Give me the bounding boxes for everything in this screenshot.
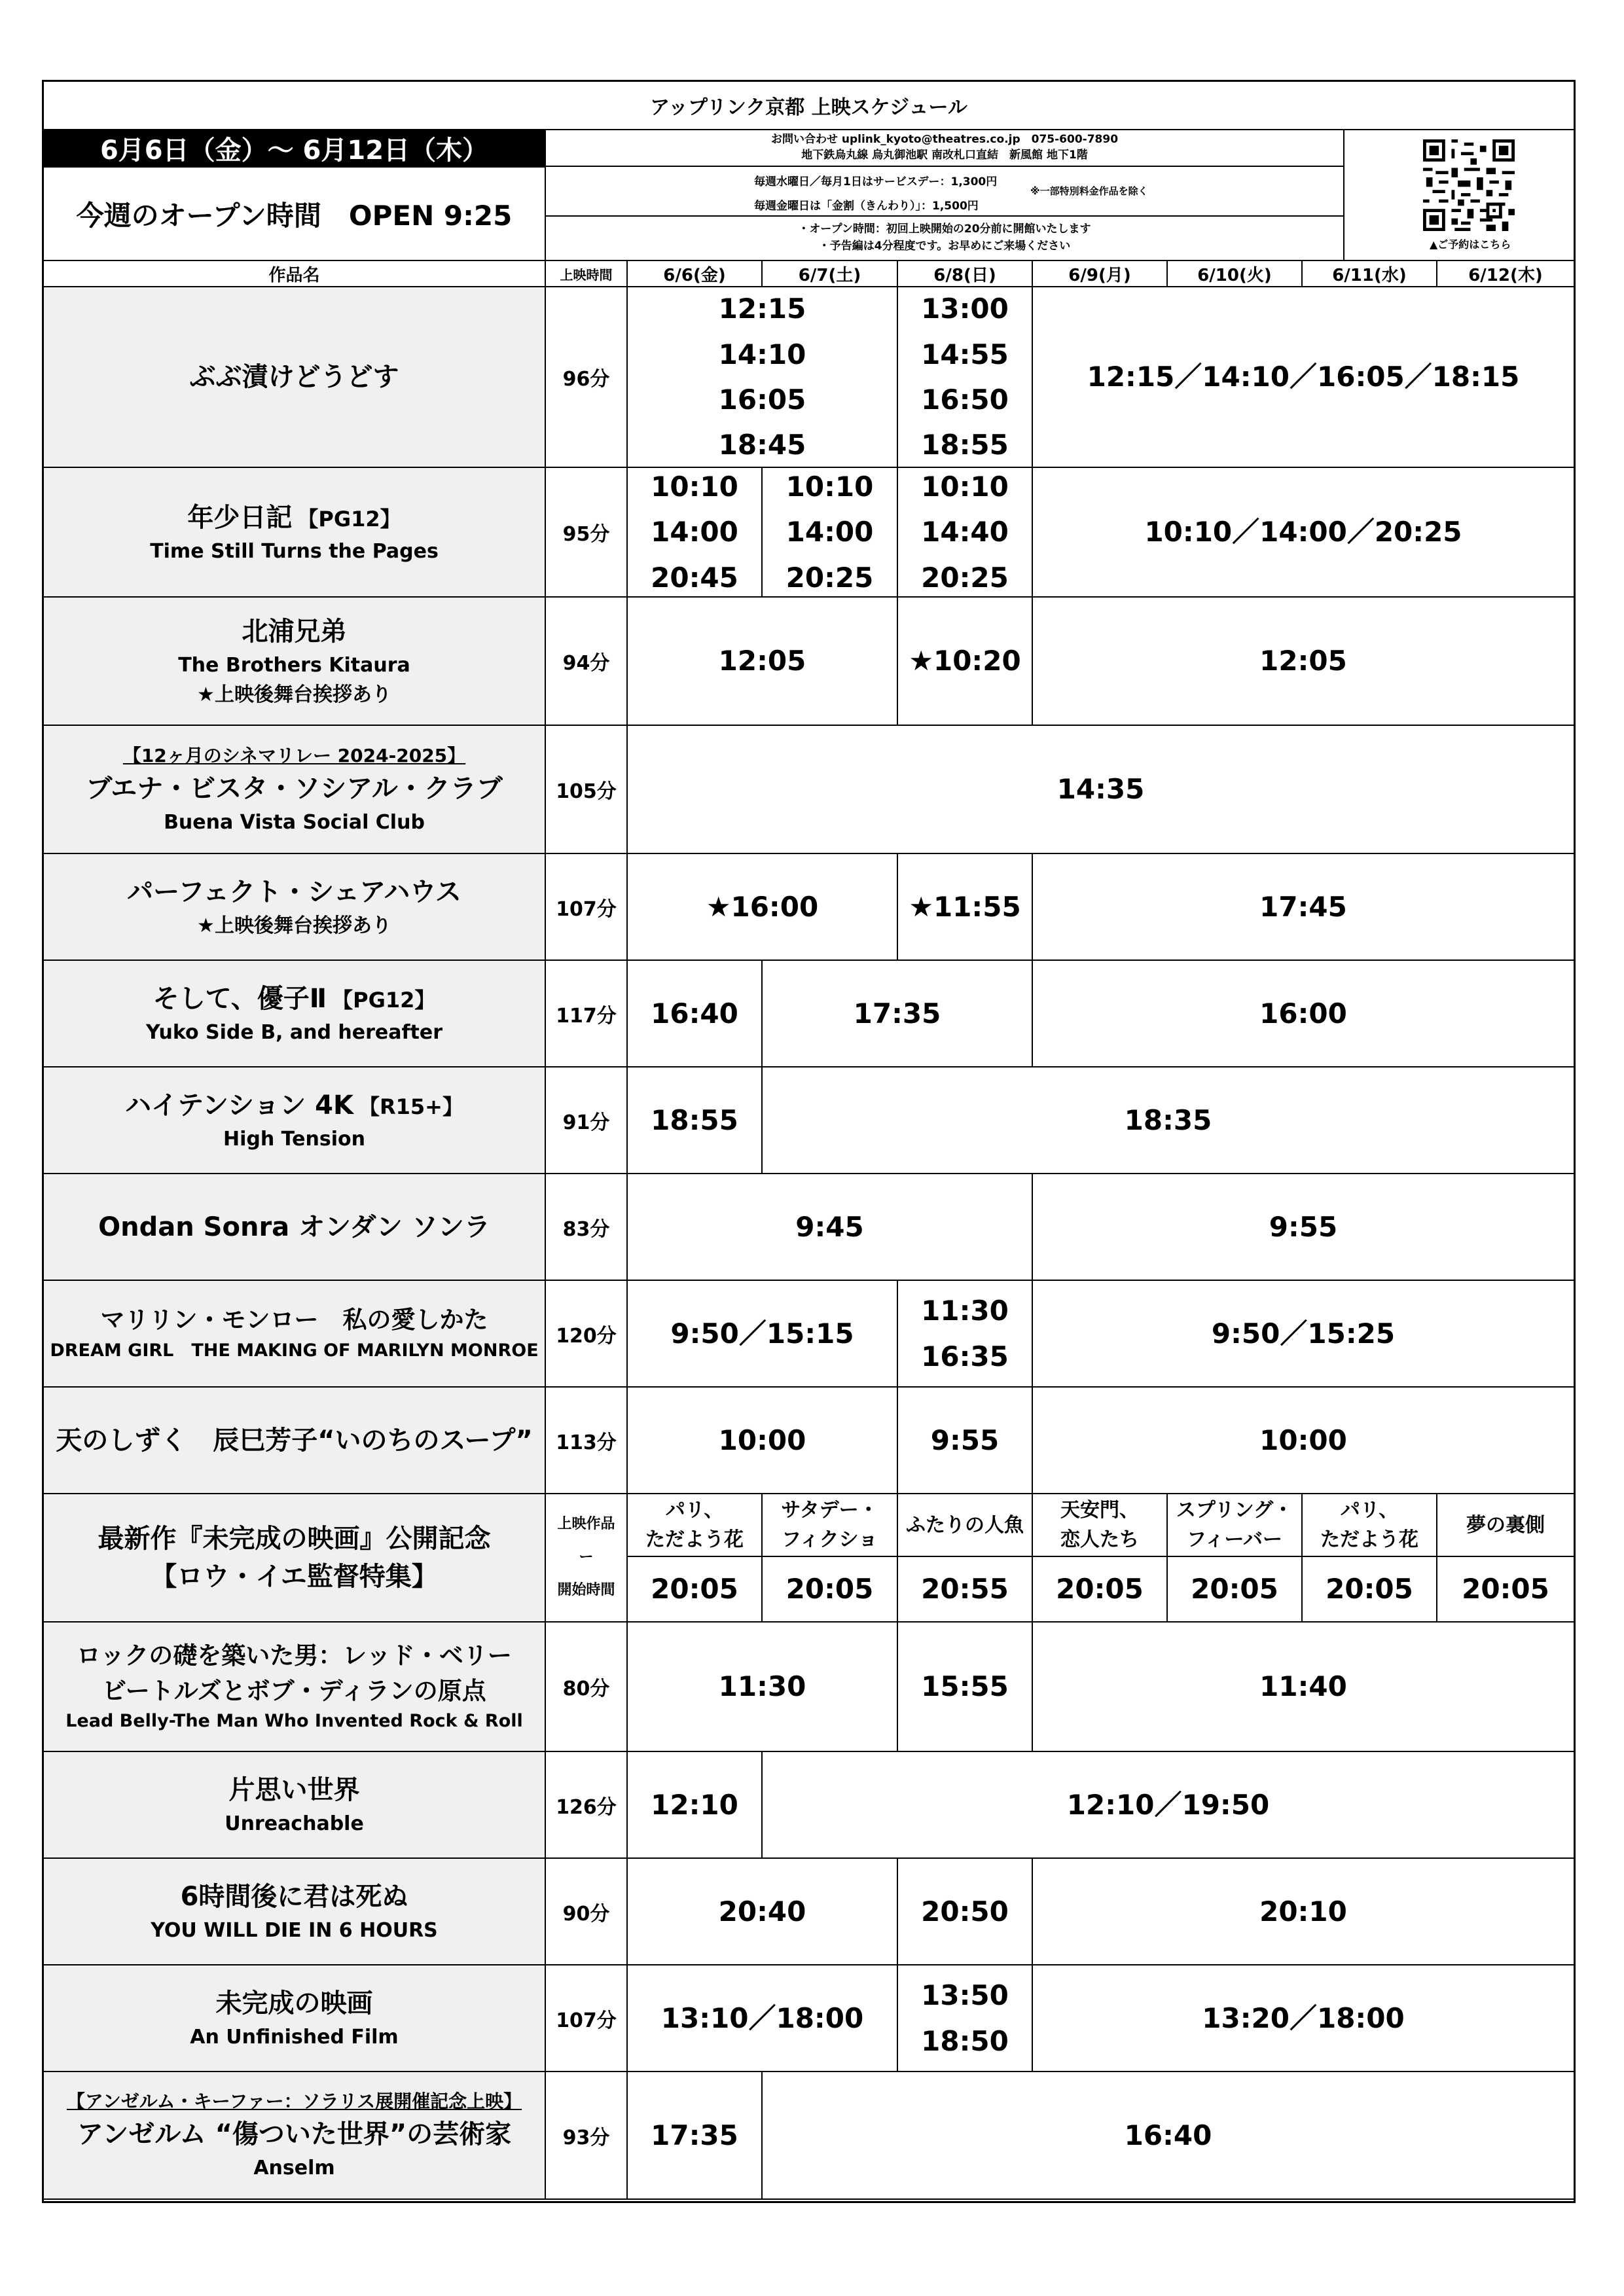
showtime: 13:00 bbox=[921, 293, 1009, 325]
rating-badge: 【PG12】 bbox=[297, 506, 401, 531]
duration-cell: 80分 bbox=[545, 1623, 626, 1752]
film-title-jp-text: ハイテンション 4K bbox=[125, 1090, 353, 1121]
showtime: 10:10 bbox=[785, 471, 874, 503]
showtime-cell bbox=[626, 1067, 761, 1174]
note-open: ・オープン時間：初回上映開始の20分前に開館いたします bbox=[798, 222, 1091, 236]
column-header-day: 6/9(月) bbox=[1032, 260, 1166, 287]
film-title-jp bbox=[125, 1086, 463, 1124]
film-title-jp-text: 年少日記 bbox=[187, 502, 293, 533]
film-title-jp-text: ロックの礎を築いた男：レッド・ベリー bbox=[77, 1641, 512, 1670]
showtime-cell bbox=[626, 1174, 1032, 1281]
film-title-cell bbox=[44, 598, 545, 726]
showtime: 13:20／18:00 bbox=[1202, 2001, 1405, 2034]
showtime: 9:50／15:15 bbox=[670, 1317, 854, 1350]
showtime: 10:10／14:00／20:25 bbox=[1144, 516, 1462, 548]
showtime-cell bbox=[626, 726, 1574, 854]
film-title-jp-text: 北浦兄弟 bbox=[242, 617, 347, 647]
showtime: ★10:20 bbox=[909, 645, 1021, 677]
program-title-cell bbox=[1301, 1494, 1436, 1557]
program-title: ただよう花 bbox=[1320, 1528, 1418, 1551]
stage-greeting-note: ★上映後舞台挨拶あり bbox=[197, 683, 391, 706]
film-title-jp bbox=[153, 980, 436, 1018]
showtime-cell bbox=[626, 2072, 761, 2200]
showtime: 16:00 bbox=[1259, 997, 1347, 1030]
film-title-cell bbox=[44, 1494, 545, 1623]
price-block bbox=[546, 167, 1343, 217]
showtime: 10:00 bbox=[718, 1424, 806, 1456]
price-note: ※一部特別料金作品を除く bbox=[1030, 185, 1148, 197]
showtime: 20:50 bbox=[921, 1895, 1009, 1928]
program-title-cell bbox=[897, 1494, 1032, 1557]
column-header-title: 作品名 bbox=[44, 260, 545, 287]
showtime-cell bbox=[1032, 1174, 1574, 1281]
showtime: 20:05 bbox=[1191, 1573, 1278, 1605]
showtime-cell bbox=[1032, 854, 1574, 961]
duration-cell: 96分 bbox=[545, 287, 626, 468]
qr-code-icon[interactable] bbox=[1423, 139, 1515, 231]
showtime: 15:55 bbox=[921, 1670, 1009, 1703]
showtime: 13:10／18:00 bbox=[660, 2001, 864, 2034]
film-title-jp-line2: ビートルズとボブ・ディランの原点 bbox=[102, 1676, 486, 1705]
showtime-cell bbox=[1032, 287, 1574, 468]
showtime: 9:55 bbox=[930, 1424, 1000, 1456]
column-header-day: 6/8(日) bbox=[897, 260, 1032, 287]
showtime: 20:25 bbox=[921, 561, 1009, 594]
duration-label: ー bbox=[579, 1549, 594, 1566]
showtime: 20:25 bbox=[785, 561, 874, 594]
film-title-jp bbox=[98, 1208, 490, 1246]
film-title-jp-text: Ondan Sonra オンダン ソンラ bbox=[98, 1211, 490, 1242]
duration-cell: 95分 bbox=[545, 468, 626, 598]
showtime-cell bbox=[1032, 1388, 1574, 1494]
showtime-cell bbox=[626, 1557, 761, 1623]
program-title: 天安門、 bbox=[1060, 1499, 1139, 1522]
showtime: 14:40 bbox=[921, 516, 1009, 548]
showtime: 10:00 bbox=[1259, 1424, 1347, 1456]
showtime: 14:00 bbox=[785, 516, 874, 548]
program-title: ふたりの人魚 bbox=[906, 1513, 1024, 1537]
film-title-jp bbox=[242, 613, 347, 651]
showtime-cell bbox=[626, 1859, 897, 1965]
showtime-cell bbox=[761, 468, 897, 598]
program-title-cell bbox=[1032, 1494, 1166, 1557]
schedule-sheet bbox=[42, 80, 1576, 2203]
film-title-jp bbox=[187, 499, 401, 537]
showtime: 10:10 bbox=[921, 471, 1009, 503]
showtime: ★16:00 bbox=[706, 890, 819, 923]
film-title-jp-line2: 【ロウ・イエ監督特集】 bbox=[151, 1562, 438, 1592]
film-title-jp bbox=[77, 2115, 511, 2153]
program-title: パリ、 bbox=[1340, 1499, 1399, 1522]
showtime-cell bbox=[626, 1752, 761, 1859]
film-title-jp-text: 6時間後に君は死ぬ bbox=[180, 1882, 408, 1912]
showtime: 14:10 bbox=[718, 338, 806, 370]
stage-greeting-note: ★上映後舞台挨拶あり bbox=[197, 914, 391, 937]
showtime-cell bbox=[897, 468, 1032, 598]
program-title: パリ、 bbox=[665, 1499, 724, 1522]
duration-cell: 126分 bbox=[545, 1752, 626, 1859]
showtime: 18:50 bbox=[921, 2024, 1009, 2057]
showtime-cell bbox=[1032, 1965, 1574, 2072]
showtime-cell bbox=[1032, 1859, 1574, 1965]
showtime-cell bbox=[761, 1557, 897, 1623]
showtime-cell bbox=[626, 468, 761, 598]
showtime-cell bbox=[897, 1623, 1032, 1752]
showtime: 9:45 bbox=[795, 1210, 864, 1243]
showtime: 9:50／15:25 bbox=[1211, 1317, 1396, 1350]
film-title-cell bbox=[44, 1859, 545, 1965]
duration-cell: 117分 bbox=[545, 961, 626, 1067]
film-title-en: Time Still Turns the Pages bbox=[150, 539, 439, 563]
showtime-cell bbox=[897, 1388, 1032, 1494]
showtime: 20:05 bbox=[1326, 1573, 1413, 1605]
column-header-day: 6/12(木) bbox=[1436, 260, 1574, 287]
showtime: 16:40 bbox=[1124, 2119, 1212, 2151]
film-title-en: An Unfinished Film bbox=[190, 2026, 399, 2049]
program-title: サタデー・ bbox=[781, 1499, 878, 1522]
film-title-jp bbox=[216, 1984, 373, 2022]
duration-cell bbox=[545, 1494, 626, 1623]
open-time: 今週のオープン時間 OPEN 9:25 bbox=[44, 166, 545, 260]
showtime-cell bbox=[626, 1623, 897, 1752]
showtime-cell bbox=[626, 961, 761, 1067]
page-title: アップリンク京都 上映スケジュール bbox=[44, 82, 1574, 130]
film-title-cell bbox=[44, 468, 545, 598]
showtime: 13:50 bbox=[921, 1979, 1009, 2012]
duration-cell: 105分 bbox=[545, 726, 626, 854]
notes-block bbox=[546, 217, 1343, 259]
showtime: 12:10／19:50 bbox=[1066, 1788, 1270, 1821]
rating-badge: 【R15+】 bbox=[358, 1094, 463, 1119]
film-title-jp-text: 片思い世界 bbox=[228, 1775, 360, 1805]
duration-cell: 93分 bbox=[545, 2072, 626, 2200]
column-header-day: 6/6(金) bbox=[626, 260, 761, 287]
film-title-jp bbox=[229, 1771, 360, 1809]
showtime: 16:35 bbox=[921, 1340, 1009, 1372]
film-title-cell bbox=[44, 854, 545, 961]
film-title-en: Unreachable bbox=[225, 1812, 364, 1835]
showtime-cell bbox=[626, 598, 897, 726]
film-title-en: Yuko Side B, and hereafter bbox=[145, 1021, 443, 1044]
duration-cell: 107分 bbox=[545, 854, 626, 961]
column-header-day: 6/7(土) bbox=[761, 260, 897, 287]
showtime-cell bbox=[761, 2072, 1574, 2200]
showtime-cell bbox=[761, 1752, 1574, 1859]
contact-line: お問い合わせ uplink_kyoto@theatres.co.jp 075-600-7890 bbox=[770, 133, 1119, 147]
showtime-cell bbox=[1032, 468, 1574, 598]
showtime: ★11:55 bbox=[909, 890, 1021, 923]
showtime-cell bbox=[897, 1859, 1032, 1965]
film-title-en: Lead Belly-The Man Who Invented Rock & Roll bbox=[65, 1711, 523, 1732]
program-title: ただよう花 bbox=[645, 1528, 744, 1551]
duration-cell: 113分 bbox=[545, 1388, 626, 1494]
film-title-en: YOU WILL DIE IN 6 HOURS bbox=[151, 1919, 438, 1942]
showtime: 17:35 bbox=[853, 997, 941, 1030]
rating-badge: 【PG12】 bbox=[332, 988, 436, 1013]
film-title-cell bbox=[44, 726, 545, 854]
showtime-cell bbox=[897, 598, 1032, 726]
program-title: 夢の裏側 bbox=[1466, 1513, 1545, 1537]
qr-caption: ▲ご予約はこちら bbox=[1430, 238, 1511, 251]
showtime: 20:45 bbox=[651, 561, 738, 594]
film-title-jp bbox=[98, 1520, 491, 1558]
showtime-cell bbox=[1032, 961, 1574, 1067]
showtime: 20:05 bbox=[651, 1573, 738, 1605]
film-title-jp bbox=[56, 1422, 533, 1460]
showtime-cell bbox=[1032, 598, 1574, 726]
showtime: 20:55 bbox=[921, 1573, 1009, 1605]
showtime: 14:35 bbox=[1056, 773, 1145, 806]
duration-cell: 91分 bbox=[545, 1067, 626, 1174]
showtime-cell bbox=[1032, 1281, 1574, 1388]
showtime: 17:45 bbox=[1259, 890, 1347, 923]
film-title-jp-text: ブエナ・ビスタ・ソシアル・クラブ bbox=[86, 773, 503, 804]
duration-cell: 107分 bbox=[545, 1965, 626, 2072]
showtime: 18:45 bbox=[718, 429, 806, 461]
showtime: 9:55 bbox=[1269, 1210, 1338, 1243]
qr-block bbox=[1343, 130, 1574, 260]
showtime: 20:40 bbox=[718, 1895, 806, 1928]
price-fri: 毎週金曜日は「金割（きんわり）」：1,500円 bbox=[754, 200, 979, 213]
film-title-cell bbox=[44, 1067, 545, 1174]
film-title-en: DREAM GIRL THE MAKING OF MARILYN MONROE bbox=[50, 1340, 539, 1361]
film-title-jp-text: パーフェクト・シェアハウス bbox=[127, 877, 461, 907]
film-title-jp-text: そして、優子Ⅱ bbox=[153, 984, 327, 1014]
film-title-cell bbox=[44, 1388, 545, 1494]
duration-label: 開始時間 bbox=[557, 1582, 615, 1599]
date-range: 6月6日（金）～ 6月12日（木） bbox=[44, 130, 545, 166]
film-title-jp bbox=[190, 358, 399, 396]
film-title-en: High Tension bbox=[223, 1128, 365, 1151]
showtime: 12:15 bbox=[718, 293, 806, 325]
showtime: 10:10 bbox=[651, 471, 738, 503]
showtime-cell bbox=[897, 1557, 1032, 1623]
showtime: 12:15／14:10／16:05／18:15 bbox=[1087, 361, 1520, 393]
film-title-cell bbox=[44, 1965, 545, 2072]
showtime: 14:00 bbox=[651, 516, 738, 548]
showtime-cell bbox=[1166, 1557, 1301, 1623]
showtime-cell bbox=[761, 1067, 1574, 1174]
film-title-jp-text: 未完成の映画 bbox=[215, 1988, 373, 2018]
film-title-cell bbox=[44, 1623, 545, 1752]
showtime: 12:10 bbox=[651, 1788, 738, 1821]
showtime-cell bbox=[626, 1388, 897, 1494]
column-header-duration: 上映時間 bbox=[545, 260, 626, 287]
showtime: 20:10 bbox=[1259, 1895, 1347, 1928]
film-title-jp-text: マリリン・モンロー 私の愛しかた bbox=[100, 1306, 488, 1335]
film-title-jp bbox=[86, 770, 502, 808]
film-title-cell bbox=[44, 1281, 545, 1388]
film-title-cell bbox=[44, 961, 545, 1067]
showtime-cell bbox=[897, 854, 1032, 961]
showtime: 11:30 bbox=[718, 1670, 806, 1703]
film-title-jp-text: ぶぶ漬けどうどす bbox=[189, 362, 399, 392]
film-title-jp bbox=[181, 1878, 408, 1916]
access-line: 地下鉄烏丸線 烏丸御池駅 南改札口直結 新風館 地下1階 bbox=[801, 149, 1088, 162]
film-title-en: Buena Vista Social Club bbox=[164, 810, 425, 834]
film-title-jp-text: 天のしずく 辰巳芳子“いのちのスープ” bbox=[56, 1425, 533, 1456]
showtime-cell bbox=[897, 287, 1032, 468]
showtime-cell bbox=[1032, 1623, 1574, 1752]
showtime-cell bbox=[626, 1281, 897, 1388]
film-title-jp-text: アンゼルム “傷ついた世界”の芸術家 bbox=[77, 2119, 512, 2149]
showtime: 16:50 bbox=[921, 384, 1009, 416]
contact-block bbox=[546, 130, 1343, 167]
showtime: 17:35 bbox=[651, 2119, 738, 2151]
film-tag: 【アンゼルム・キーファー：ソラリス展開催記念上映】 bbox=[66, 2090, 522, 2112]
showtime: 18:35 bbox=[1124, 1103, 1212, 1136]
showtime-cell bbox=[626, 287, 897, 468]
film-title-jp bbox=[77, 1638, 512, 1674]
film-title-jp bbox=[127, 873, 461, 911]
price-wed: 毎週水曜日／毎月1日はサービスデー：1,300円 bbox=[754, 175, 998, 188]
showtime-cell bbox=[626, 1965, 897, 2072]
program-title: フィクショ bbox=[782, 1528, 878, 1551]
film-title-en: The Brothers Kitaura bbox=[178, 654, 410, 677]
program-title-cell bbox=[1436, 1494, 1574, 1557]
showtime: 20:05 bbox=[785, 1573, 874, 1605]
column-header-day: 6/10(火) bbox=[1166, 260, 1301, 287]
showtime: 14:55 bbox=[921, 338, 1009, 370]
film-title-jp-text: 最新作『未完成の映画』公開記念 bbox=[98, 1524, 491, 1554]
film-title-cell bbox=[44, 1752, 545, 1859]
duration-label: 上映作品 bbox=[557, 1516, 615, 1533]
program-title: スプリング・ bbox=[1176, 1499, 1293, 1522]
info-box bbox=[545, 130, 1343, 260]
showtime: 18:55 bbox=[651, 1103, 738, 1136]
showtime: 18:55 bbox=[921, 429, 1009, 461]
film-title-jp bbox=[101, 1302, 488, 1338]
showtime-cell bbox=[897, 1281, 1032, 1388]
film-title-cell bbox=[44, 1174, 545, 1281]
program-title-cell bbox=[1166, 1494, 1301, 1557]
showtime: 16:05 bbox=[718, 384, 806, 416]
program-title-cell bbox=[626, 1494, 761, 1557]
program-title: フィーバー bbox=[1186, 1528, 1283, 1551]
showtime-cell bbox=[897, 1965, 1032, 2072]
duration-cell: 94分 bbox=[545, 598, 626, 726]
showtime: 16:40 bbox=[651, 997, 738, 1030]
duration-cell: 83分 bbox=[545, 1174, 626, 1281]
showtime-cell bbox=[1436, 1557, 1574, 1623]
showtime: 20:05 bbox=[1056, 1573, 1144, 1605]
duration-cell: 90分 bbox=[545, 1859, 626, 1965]
column-header-day: 6/11(水) bbox=[1301, 260, 1436, 287]
showtime-cell bbox=[761, 961, 1032, 1067]
showtime-cell bbox=[1032, 1557, 1166, 1623]
film-title-cell bbox=[44, 2072, 545, 2200]
duration-cell: 120分 bbox=[545, 1281, 626, 1388]
program-title: 恋人たち bbox=[1060, 1528, 1139, 1551]
showtime-cell bbox=[626, 854, 897, 961]
film-title-cell bbox=[44, 287, 545, 468]
film-tag: 【12ヶ月のシネマリレー 2024-2025】 bbox=[122, 744, 466, 766]
showtime: 20:05 bbox=[1462, 1573, 1549, 1605]
showtime: 12:05 bbox=[1259, 645, 1347, 677]
showtime: 12:05 bbox=[718, 645, 806, 677]
film-title-en: Anselm bbox=[253, 2157, 335, 2179]
showtime: 11:30 bbox=[921, 1295, 1009, 1327]
note-trailer: ・予告編は4分程度です。お早めにご来場ください bbox=[818, 240, 1071, 253]
schedule-table bbox=[44, 260, 1574, 2201]
showtime: 11:40 bbox=[1259, 1670, 1347, 1703]
program-title-cell bbox=[761, 1494, 897, 1557]
showtime-cell bbox=[1301, 1557, 1436, 1623]
